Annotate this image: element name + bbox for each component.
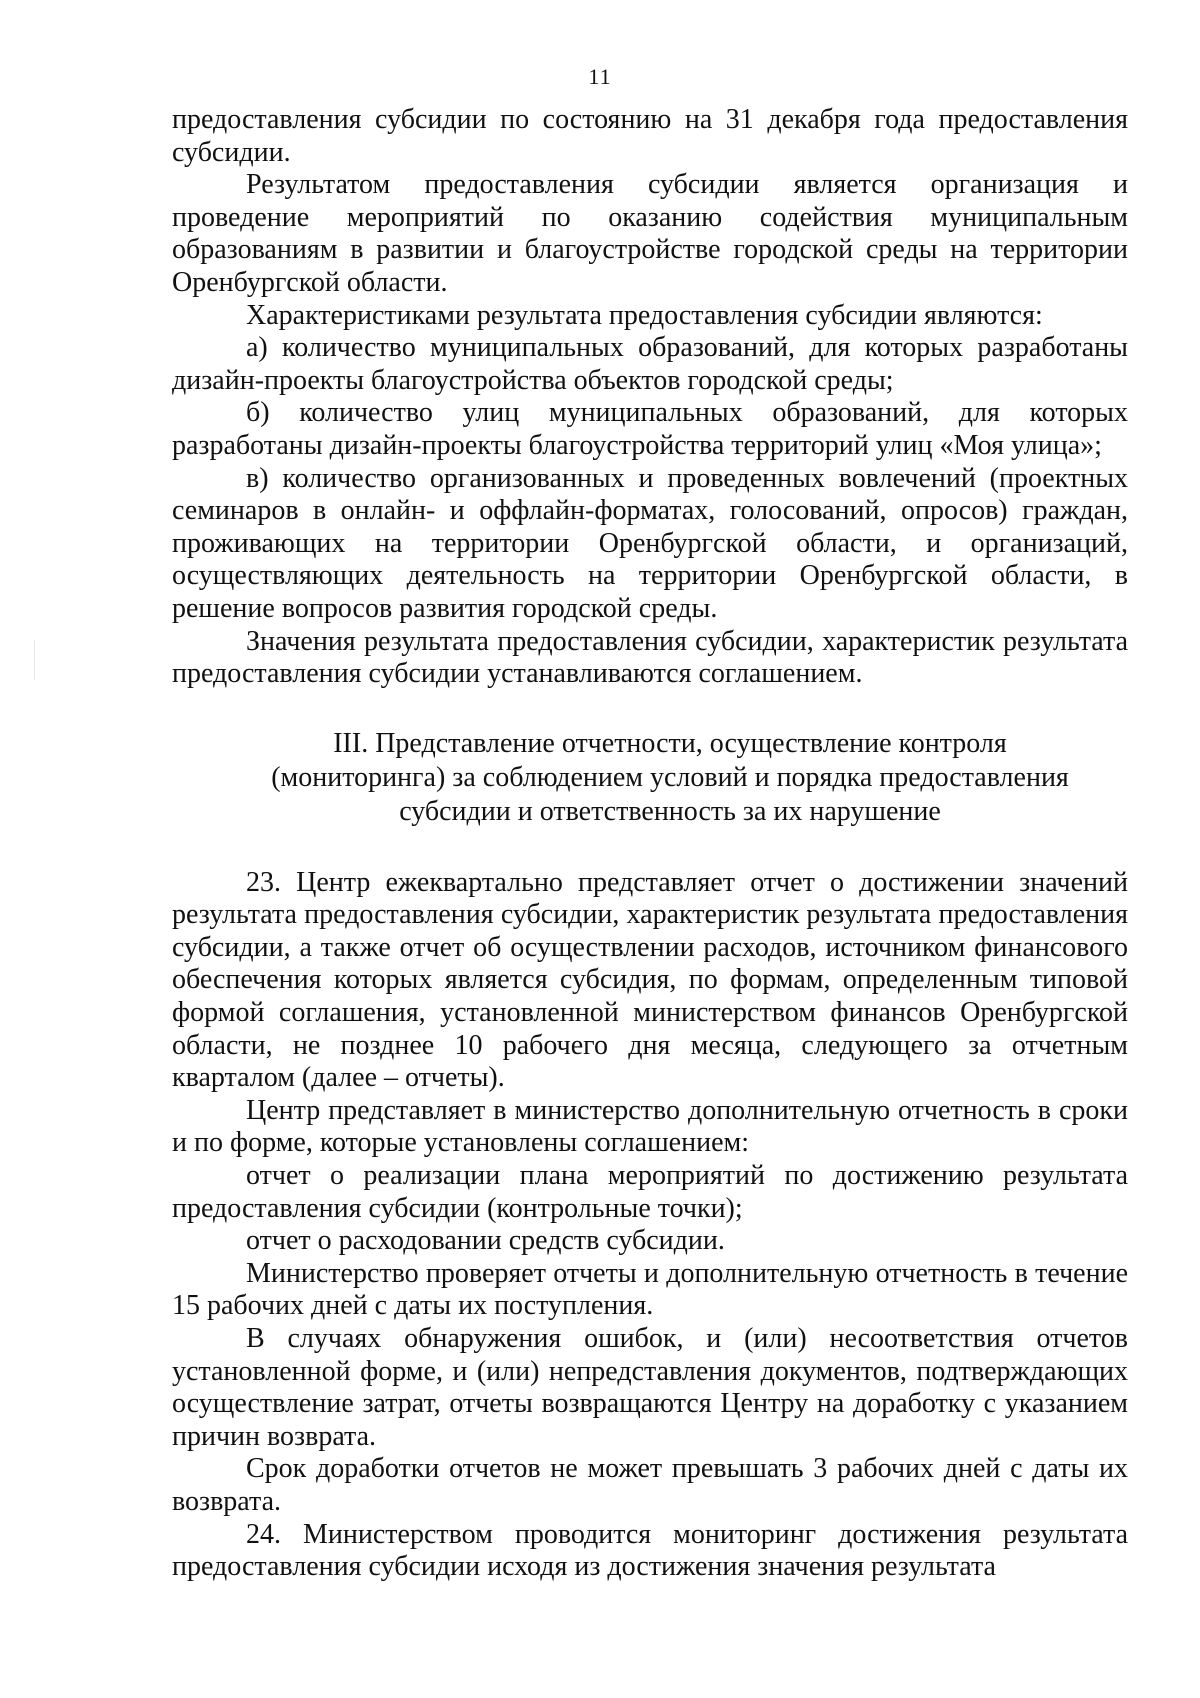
paragraph-rework-term: Срок доработки отчетов не может превышать 3 рабочих дней с даты их возврата. bbox=[172, 1453, 1128, 1517]
paragraph-errors: В случаях обнаружения ошибок, и (или) несоответствия отчетов установленной форме, и (или) непредставления документов, подтверждающих осуществление затрат, отчеты возвращаются Центру на доработку с указанием причин возврата. bbox=[172, 1323, 1128, 1452]
scan-edge-mark bbox=[34, 640, 35, 680]
paragraph-values: Значения результата предоставления субсидии, характеристик результата предоставления субсидии устанавливаются соглашением. bbox=[172, 625, 1128, 690]
section-heading-line: III. Представление отчетности, осуществление контроля bbox=[333, 727, 1007, 759]
paragraph-continuation: предоставления субсидии по состоянию на 31 декабря года предоставления субсидии. bbox=[172, 104, 1128, 168]
paragraph-item-b: б) количество улиц муниципальных образований, для которых разработаны дизайн-проекты благоустройства территорий улиц «Моя улица»; bbox=[172, 397, 1128, 461]
paragraph-additional-reporting: Центр представляет в министерство дополнительную отчетность в сроки и по форме, которые установлены соглашением: bbox=[172, 1094, 1128, 1159]
paragraph-23: 23. Центр ежеквартально представляет отчет о достижении значений результата предоставления субсидии, характеристик результата предоставления субсидии, а также отчет об осуществлении расходов, источником финансового обеспечения которых является субсидия, по формам, определенным типовой формой соглашения, установленной министерством финансов Оренбургской области, не позднее 10 рабочего дня месяца, следующего за отчетным кварталом (далее – отчеты). bbox=[172, 866, 1128, 1094]
section-heading-line: (мониторинга) за соблюдением условий и порядка предоставления bbox=[271, 761, 1069, 793]
paragraph-item-a: а) количество муниципальных образований, для которых разработаны дизайн-проекты благоустройства объектов городской среды; bbox=[172, 332, 1128, 396]
document-body bbox=[172, 104, 1128, 1584]
page-number: 11 bbox=[588, 64, 612, 89]
paragraph-result: Результатом предоставления субсидии является организация и проведение мероприятий по оказанию содействия муниципальным образованиям в развитии и благоустройстве городской среды на территории Оренбургской области. bbox=[172, 169, 1128, 298]
paragraph-characteristics-intro: Характеристиками результата предоставления субсидии являются: bbox=[246, 299, 1043, 331]
section-heading bbox=[172, 727, 1128, 829]
paragraph-report-expenses: отчет о расходовании средств субсидии. bbox=[246, 1225, 725, 1257]
paragraph-report-plan: отчет о реализации плана мероприятий по достижению результата предоставления субсидии (контрольные точки); bbox=[172, 1160, 1128, 1224]
section-heading-line: субсидии и ответственность за их нарушение bbox=[399, 795, 941, 827]
paragraph-item-v: в) количество организованных и проведенных вовлечений (проектных семинаров в онлайн- и оффлайн-форматах, голосований, опросов) граждан, проживающих на территории Оренбургской области, и организаций, осуществляющих деятельность на территории Оренбургской области, в решение вопросов развития городской среды. bbox=[172, 462, 1128, 624]
paragraph-ministry-check: Министерство проверяет отчеты и дополнительную отчетность в течение 15 рабочих дней с даты их поступления. bbox=[172, 1257, 1128, 1322]
paragraph-24: 24. Министерством проводится мониторинг достижения результата предоставления субсидии исходя из достижения значения результата bbox=[172, 1518, 1128, 1583]
